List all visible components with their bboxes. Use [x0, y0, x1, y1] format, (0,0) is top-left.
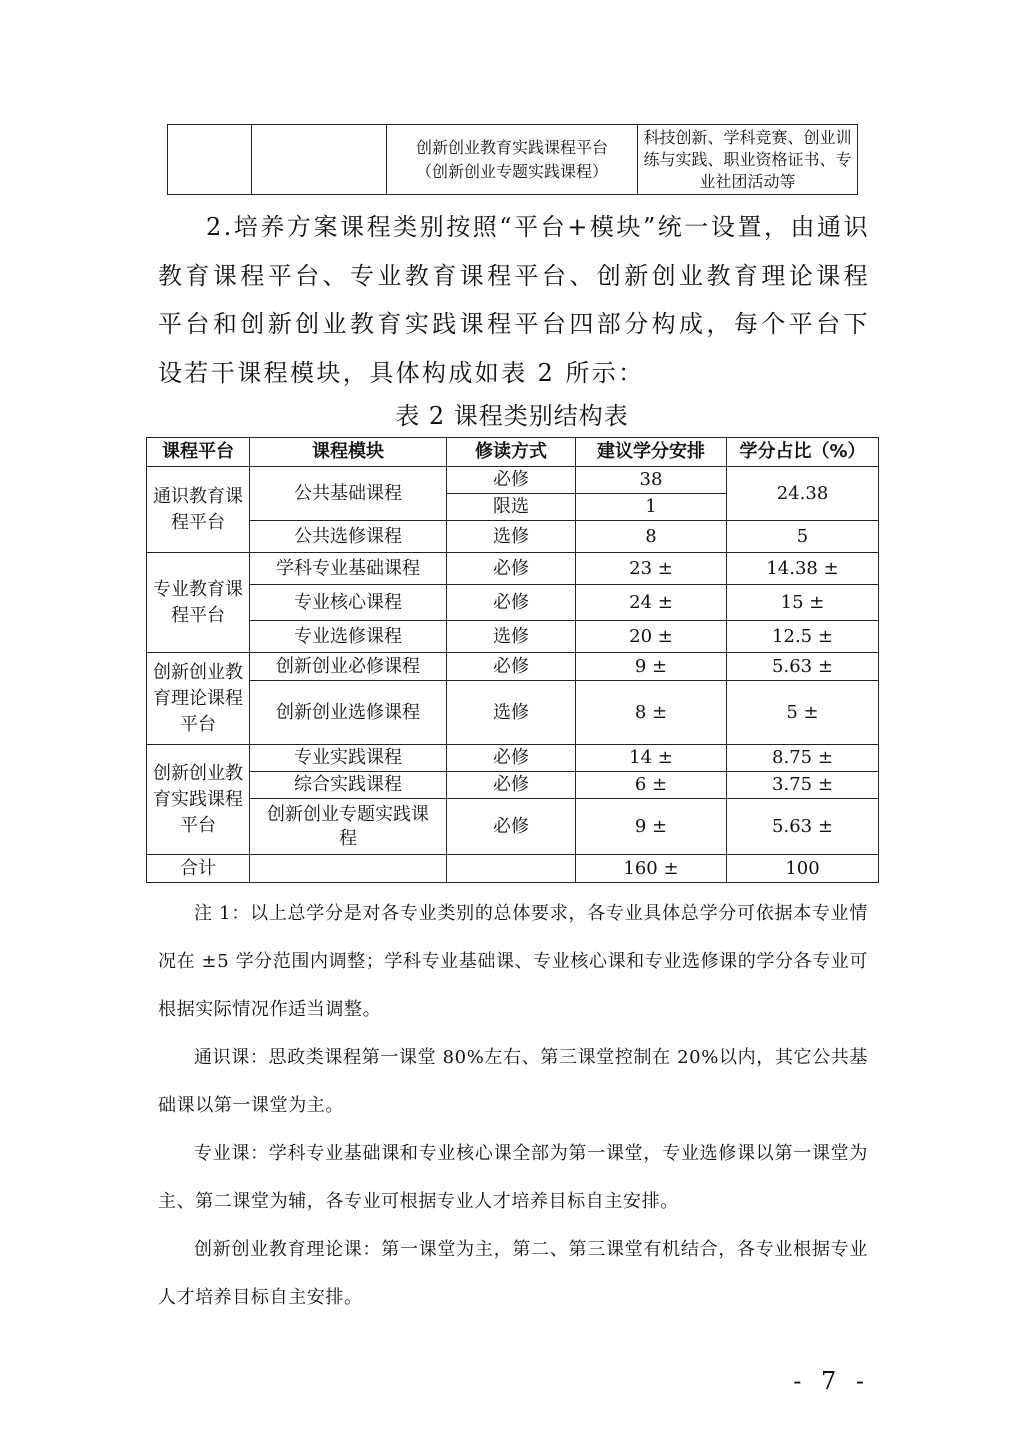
table-row	[147, 553, 879, 585]
note-paragraph: 专业课：学科专业基础课和专业核心课全部为第一课堂，专业选修课以第一课堂为主、第二课堂为辅，各专业可根据专业人才培养目标自主安排。	[158, 1143, 868, 1212]
header-cell: 建议学分安排	[576, 438, 727, 467]
mode-cell: 选修	[447, 681, 576, 745]
platform-cell	[387, 125, 638, 195]
intro-paragraph: 2.培养方案课程类别按照“平台+模块”统一设置，由通识教育课程平台、专业教育课程平台、创新创业教育理论课程平台和创新创业教育实践课程平台四部分构成，每个平台下设若干课程模块，具体构成如表 2 所示：	[158, 213, 870, 387]
credits-cell: 24 ±	[576, 585, 727, 621]
module-cell: 专业选修课程	[250, 621, 447, 653]
header-cell: 学分占比（%）	[727, 438, 879, 467]
table-row	[168, 125, 858, 195]
credits-cell: 6 ±	[576, 772, 727, 799]
ratio-cell: 5	[727, 521, 879, 553]
credits-cell: 9 ±	[576, 653, 727, 681]
empty-cell	[250, 855, 447, 883]
module-cell: 专业实践课程	[250, 745, 447, 772]
table-row	[147, 681, 879, 745]
ratio-cell: 5.63 ±	[727, 799, 879, 855]
header-cell: 课程平台	[147, 438, 250, 467]
header-cell: 修读方式	[447, 438, 576, 467]
table-row	[147, 653, 879, 681]
platform-cell: 创新创业教育实践课程平台	[147, 745, 250, 855]
page-number: - 7 -	[793, 1367, 870, 1395]
mode-cell: 选修	[447, 521, 576, 553]
module-cell: 专业核心课程	[250, 585, 447, 621]
ratio-cell: 12.5 ±	[727, 621, 879, 653]
mode-cell: 必修	[447, 799, 576, 855]
platform-cell: 创新创业教育理论课程平台	[147, 653, 250, 745]
note-paragraph: 创新创业教育理论课：第一课堂为主，第二、第三课堂有机结合，各专业根据专业人才培养目标自主安排。	[158, 1239, 868, 1308]
total-ratio: 100	[727, 855, 879, 883]
table-row	[147, 585, 879, 621]
credits-cell: 9 ±	[576, 799, 727, 855]
credits-cell: 1	[576, 494, 727, 521]
continued-table	[167, 124, 858, 195]
total-label: 合计	[147, 855, 250, 883]
ratio-cell: 5 ±	[727, 681, 879, 745]
empty-cell	[447, 855, 576, 883]
table-row	[147, 799, 879, 855]
ratio-cell: 5.63 ±	[727, 653, 879, 681]
module-cell: 公共基础课程	[250, 467, 447, 521]
total-row	[147, 855, 879, 883]
empty-cell	[168, 125, 252, 195]
table-row	[147, 521, 879, 553]
table-row	[147, 772, 879, 799]
module-cell: 公共选修课程	[250, 521, 447, 553]
course-structure-table	[146, 437, 879, 883]
credits-cell: 23 ±	[576, 553, 727, 585]
ratio-cell: 8.75 ±	[727, 745, 879, 772]
credits-cell: 14 ±	[576, 745, 727, 772]
module-name: （创新创业专题实践课程）	[415, 161, 608, 181]
table-caption: 表 2 课程类别结构表	[395, 402, 629, 430]
ratio-cell: 24.38	[727, 467, 879, 521]
credits-cell: 8 ±	[576, 681, 727, 745]
mode-cell: 必修	[447, 772, 576, 799]
mode-cell: 必修	[447, 653, 576, 681]
module-cell: 创新创业专题实践课程	[250, 799, 447, 855]
ratio-cell: 15 ±	[727, 585, 879, 621]
module-cell: 学科专业基础课程	[250, 553, 447, 585]
mode-cell: 限选	[447, 494, 576, 521]
mode-cell: 必修	[447, 745, 576, 772]
activities-cell: 科技创新、学科竞赛、创业训练与实践、职业资格证书、专业社团活动等	[638, 125, 858, 195]
platform-cell: 通识教育课程平台	[147, 467, 250, 553]
total-credits: 160 ±	[576, 855, 727, 883]
mode-cell: 选修	[447, 621, 576, 653]
note-paragraph: 注 1：以上总学分是对各专业类别的总体要求，各专业具体总学分可依据本专业情况在 ±5 学分范围内调整；学科专业基础课、专业核心课和专业选修课的学分各专业可根据实际情况作适当调整。	[158, 903, 868, 1020]
header-cell: 课程模块	[250, 438, 447, 467]
empty-cell	[252, 125, 387, 195]
note-paragraph: 通识课：思政类课程第一课堂 80%左右、第三课堂控制在 20%以内，其它公共基础课以第一课堂为主。	[158, 1047, 868, 1116]
credits-cell: 20 ±	[576, 621, 727, 653]
header-row	[147, 438, 879, 467]
module-cell: 创新创业选修课程	[250, 681, 447, 745]
ratio-cell: 3.75 ±	[727, 772, 879, 799]
module-cell: 综合实践课程	[250, 772, 447, 799]
mode-cell: 必修	[447, 553, 576, 585]
table-row	[147, 467, 879, 494]
mode-cell: 必修	[447, 585, 576, 621]
module-cell: 创新创业必修课程	[250, 653, 447, 681]
credits-cell: 38	[576, 467, 727, 494]
table-row	[147, 621, 879, 653]
platform-cell: 专业教育课程平台	[147, 553, 250, 653]
credits-cell: 8	[576, 521, 727, 553]
platform-name: 创新创业教育实践课程平台	[415, 137, 608, 157]
ratio-cell: 14.38 ±	[727, 553, 879, 585]
table-row	[147, 745, 879, 772]
mode-cell: 必修	[447, 467, 576, 494]
